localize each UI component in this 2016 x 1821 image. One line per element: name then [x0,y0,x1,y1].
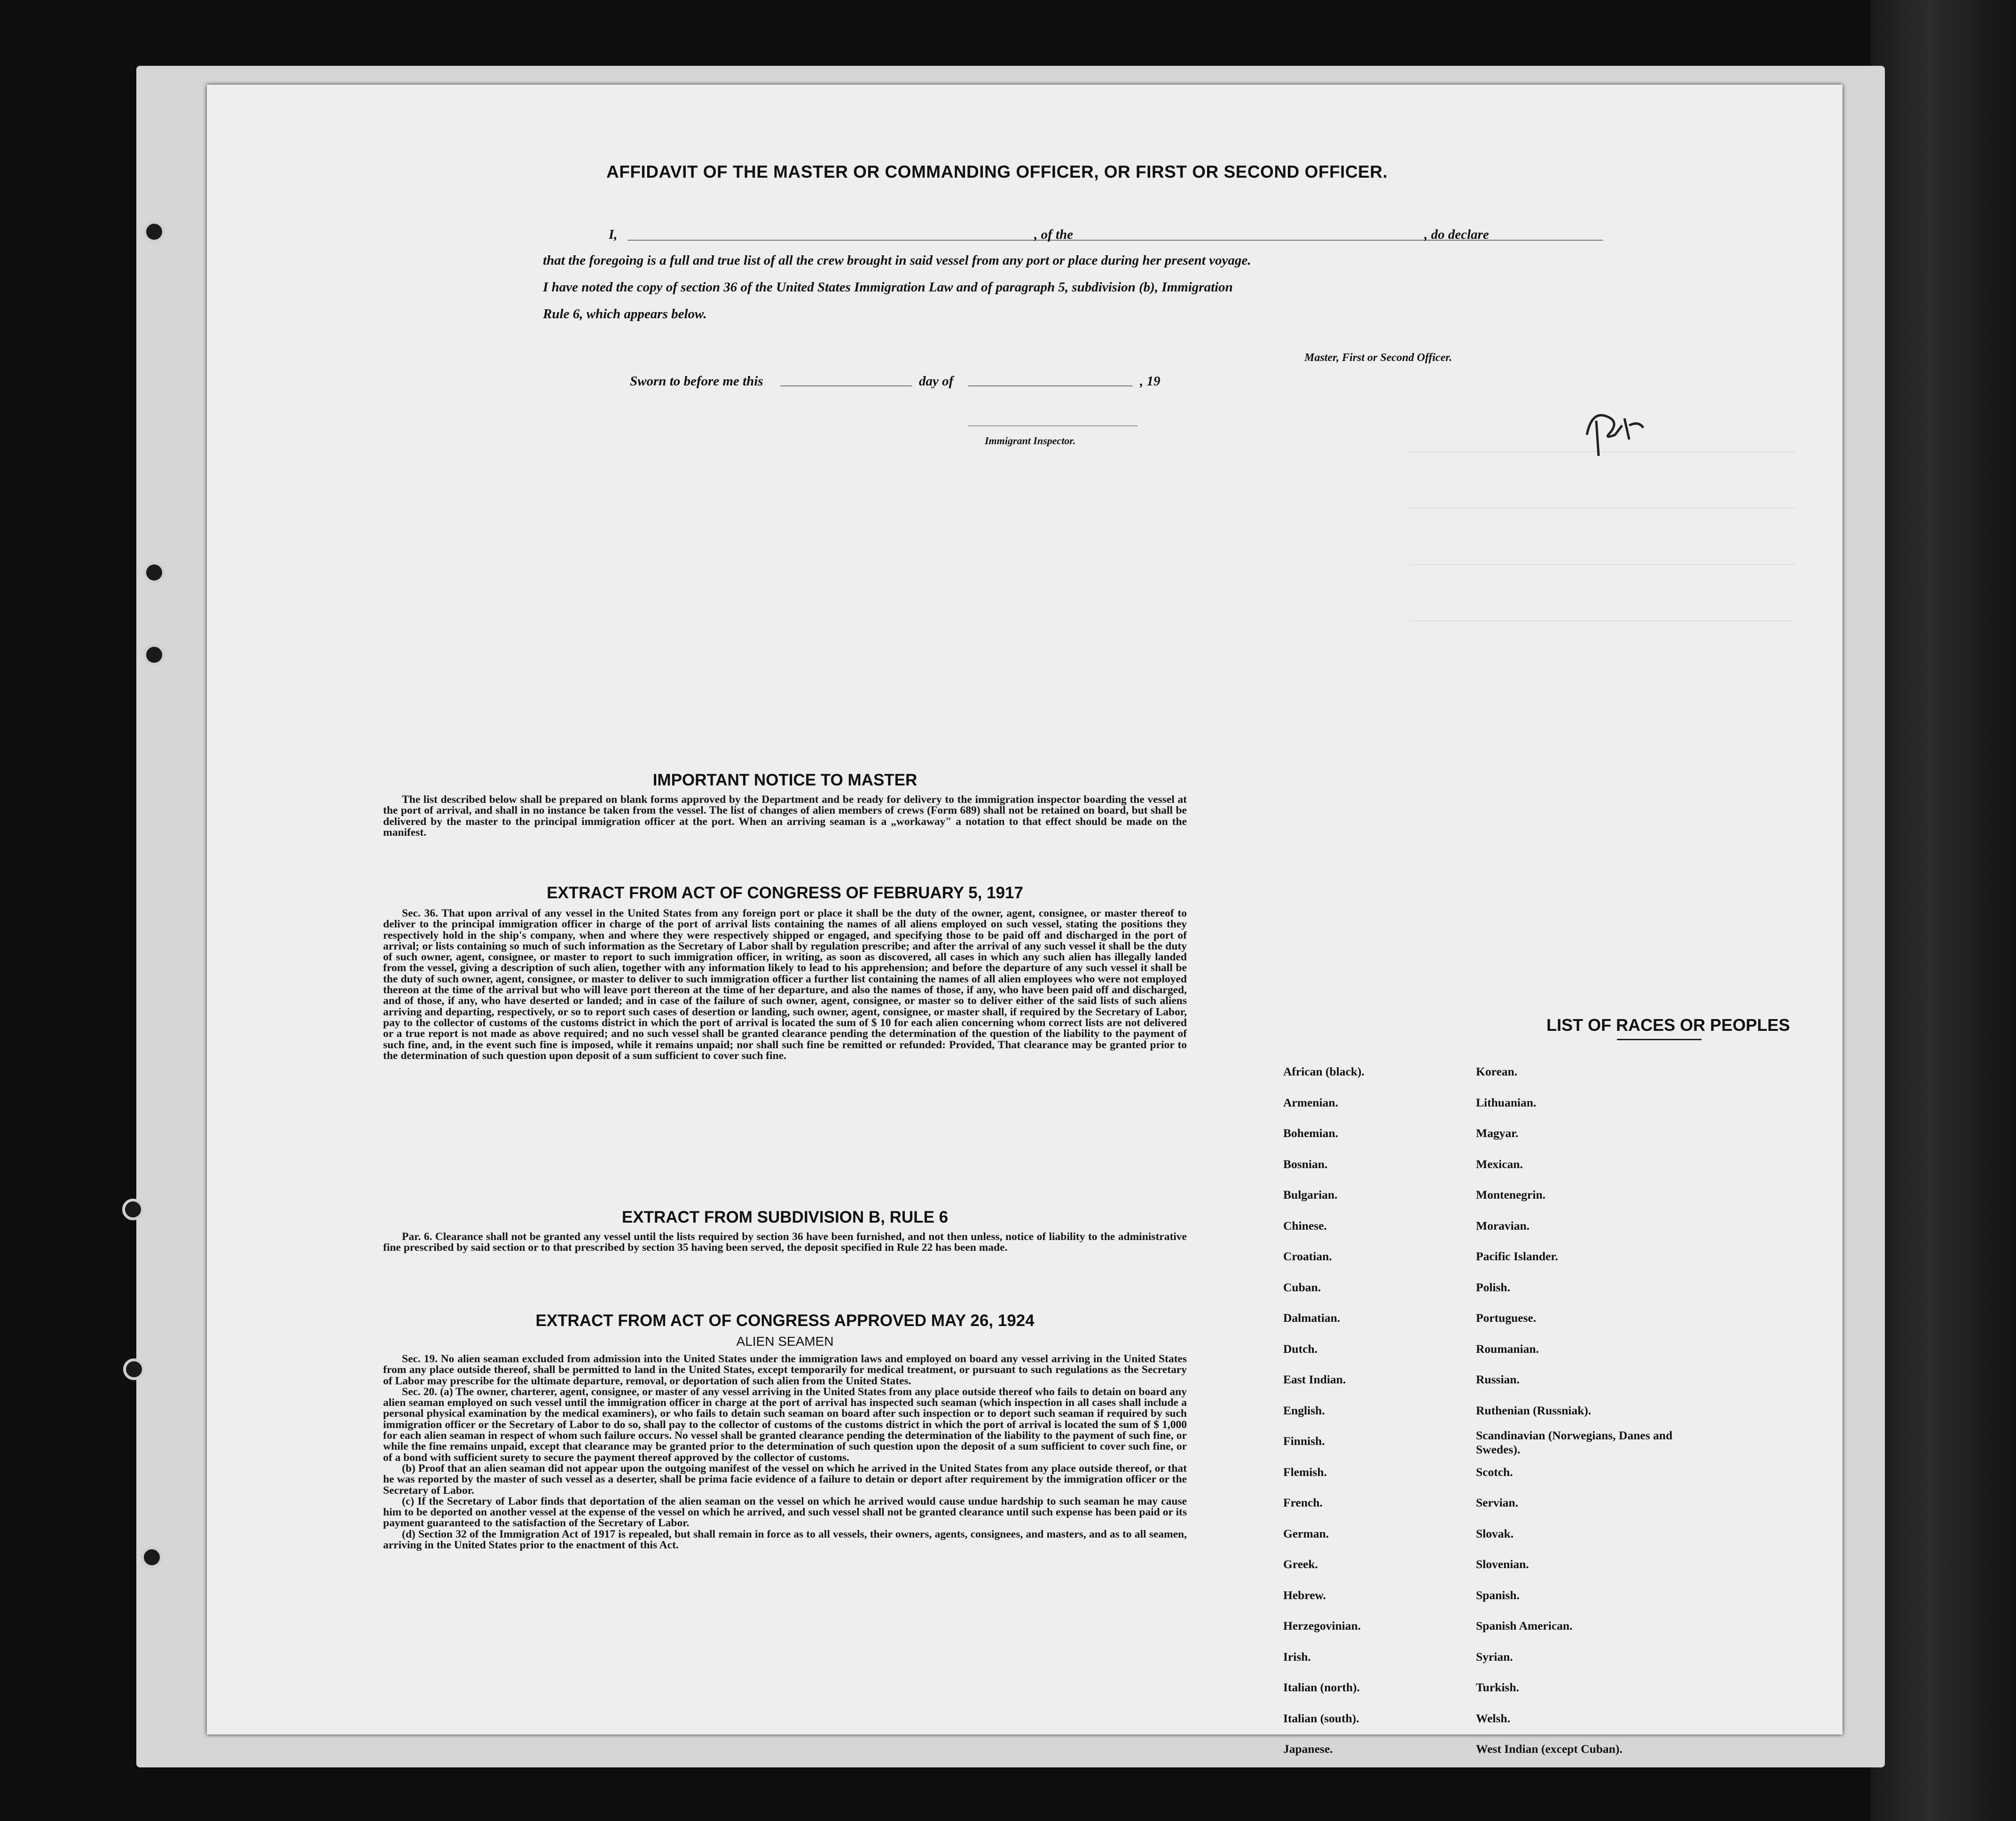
inspector-label: Immigrant Inspector. [985,435,1076,447]
race-entry: African (black). [1283,1065,1365,1078]
race-entry: Ruthenian (Russniak). [1476,1403,1592,1417]
sec36-paragraph: Sec. 36. That upon arrival of any vessel in the United States from any foreign port or place it shall be the duty of the owner, agent, consignee, or master thereof to deliver to the principal immigration officer in charge of the port of arrival lists containing the names of all aliens employed on such vessel, stating the positions they respectively hold in the ship's company, when and where they were respectively shipped or engaged, and specifying those to be paid off and discharged in the port of arrival; or lists containing so much of such information as the Secretary of Labor shall by regulation prescribe; and after the arrival of any such vessel it shall be the duty of such owner, agent, consignee, or master to report to such immigration officer, in writing, as soon as discovered, all cases in which any such alien has illegally landed from the vessel, giving a description of such alien, together with any information likely to lead to his apprehension; and before the departure of any such vessel it shall be the duty of such owner, agent, consignee, or master to deliver to such immigration officer a further list containing the names of all alien employees who were not employed thereon at the time of the arrival but who will leave port thereon at the time of her departure, and also the names of those, if any, who have been paid off and discharged, and of those, if any, who have deserted or landed; and in case of the failure of such owner, agent, consignee, or master so to deliver either of the said lists of such aliens arriving and departing, respectively, or so to report such cases of desertion or landing, such owner, agent, consignee, or master shall, if required by the Secretary of Labor, pay to the collector of customs of the customs district in which the port of arrival is located the sum of $ 10 for each alien concerning whom correct lists are not delivered or a true report is not made as above required; and no such vessel shall be granted clearance pending the determination of the question of the liability to the payment of such fine, and, in the event such fine is imposed, while it remains unpaid; nor shall such fine be remitted or refunded: Provided, That clearance may be granted prior to the determination of such question upon deposit of a sum sufficient to cover such fine. [383,907,1187,1062]
race-entry: Japanese. [1283,1742,1333,1756]
race-entry: Pacific Islander. [1476,1249,1558,1263]
race-entry: Armenian. [1283,1095,1338,1109]
race-entry: Herzegovinian. [1283,1619,1361,1633]
races-title-rule [1617,1039,1702,1040]
binder-hole-icon [123,1358,145,1380]
notice-body [383,794,1187,838]
race-entry: Russian. [1476,1373,1520,1386]
race-entry: Servian. [1476,1496,1518,1509]
race-entry: Hebrew. [1283,1588,1326,1602]
race-entry: Moravian. [1476,1218,1530,1232]
extract-1917-title: EXTRACT FROM ACT OF CONGRESS OF FEBRUARY 5, 1917 [547,884,1023,902]
binder-edge [1871,0,2016,1821]
rule6-title: EXTRACT FROM SUBDIVISION B, RULE 6 [621,1208,949,1226]
manifest-page [207,85,1843,1756]
race-entry: West Indian (except Cuban). [1476,1742,1623,1756]
binder-hole-icon [143,562,165,583]
race-entry: Greek. [1283,1557,1318,1571]
race-entry: Flemish. [1283,1465,1327,1479]
sec20d-paragraph: (d) Section 32 of the Immigration Act of 1917 is repealed, but shall remain in force as to all vessels, their owners, agents, consignees, and masters, and as to all seamen, arriving in the United States prior to the enactment of this Act. [383,1528,1187,1552]
year-label: , 19 [1140,374,1161,389]
sec20b-paragraph: (b) Proof that an alien seaman did not appear upon the outgoing manifest of the vessel on which he arrived in the United States from any place outside thereof, or that he was reported by the master of such vessel as a deserter, shall be prima facie evidence of a failure to detain or deport after requirement by the immigration officer or the Secretary of Labor. [383,1462,1187,1497]
signature-label: Master, First or Second Officer. [1304,352,1452,364]
day-of-label: day of [919,374,954,389]
race-entry: Dalmatian. [1283,1311,1341,1325]
race-entry: Scotch. [1476,1465,1513,1479]
race-entry: Bosnian. [1283,1157,1328,1171]
race-entry: Italian (north). [1283,1680,1360,1694]
race-entry: Portuguese. [1476,1311,1537,1325]
affidavit-i: I, [609,227,618,242]
race-entry: French. [1283,1496,1323,1509]
sec20c-paragraph: (c) If the Secretary of Labor finds that deportation of the alien seaman on the vessel on which he arrived would cause undue hardship to such seaman he may cause him to be deported on another vessel at the expense of the vessel on which he arrived, and such vessel shall not be granted clearance until such expense has been paid or its payment guaranteed to the satisfaction of the Secretary of Labor. [383,1495,1187,1530]
notice-title: IMPORTANT NOTICE TO MASTER [652,771,918,789]
race-entry: Dutch. [1283,1342,1318,1356]
race-entry: Chinese. [1283,1218,1327,1232]
alien-seamen-subtitle: ALIEN SEAMEN [736,1334,834,1349]
sec20a-paragraph: Sec. 20. (a) The owner, charterer, agent, consignee, or master of any vessel arriving in the United States from any place outside thereof who fails to detain on board any alien seaman employed on such vessel until the immigration officer in charge at the port of arrival has inspected such seaman (which inspection in all cases shall include a personal physical examination by the medical examiners), or who fails to detain such seaman on board after such inspection or to deport such seaman if required by such immigration officer or the Secretary of Labor to do so, shall pay to the collector of customs of the customs district in which the port of arrival is located the sum of $ 1,000 for each alien seaman in respect of whom such failure occurs. No vessel shall be granted clearance pending the determination of the liability to the payment of such fine, or while the fine remains unpaid, except that clearance may be granted prior to the determination of such question upon the deposit of a sum sufficient to cover such fine, or of a bond with sufficient surety to secure the payment thereof approved by the collector of customs. [383,1385,1187,1464]
race-entry: Slovak. [1476,1526,1514,1540]
race-entry: Cuban. [1283,1280,1321,1294]
race-entry: Scandinavian (Norwegians, Danes and Swedes). [1476,1429,1672,1456]
affidavit-declare: , do declare [1424,227,1489,242]
race-entry: East Indian. [1283,1373,1346,1386]
binder-hole-icon [143,644,165,666]
binder-hole-icon [122,1199,144,1220]
race-entry: Bulgarian. [1283,1188,1338,1201]
affidavit-line-3: I have noted the copy of section 36 of the United States Immigration Law and of paragraph 5, subdivision (b), Immigration [543,280,1233,295]
sec19-paragraph: Sec. 19. No alien seaman excluded from admission into the United States under the immigration laws and employed on board any vessel arriving in the United States from any place outside thereof, shall be permitted to land in the United States, except temporarily for medical treatment, or pursuant to such regulations as the Secretary of Labor may prescribe for the ultimate departure, removal, or deportation of such alien from the United States. [383,1353,1187,1387]
bleed-through-rule [1410,620,1796,621]
race-entry: English. [1283,1403,1325,1417]
extract-1924-title: EXTRACT FROM ACT OF CONGRESS APPROVED MAY 26, 1924 [535,1311,1035,1330]
race-entry: Spanish. [1476,1588,1520,1602]
race-entry: Mexican. [1476,1157,1523,1171]
signature-initials [1577,407,1653,458]
race-entry: Turkish. [1476,1680,1519,1694]
sworn-day-fill-line [780,385,912,386]
binder-hole-icon [143,221,165,243]
notice-paragraph: The list described below shall be prepared on blank forms approved by the Department and be ready for delivery to the immigration inspector boarding the vessel at the port of arrival, and shall in no instance be taken from the vessel. The list of changes of alien members of crews (Form 689) shall not be retained on board, but shall be delivered by the master to the principal immigration officer at the port. When an arriving seaman is a „workaway" a notation to that effect should be made on the manifest. [383,793,1187,839]
race-entry: Welsh. [1476,1711,1510,1725]
sworn-label: Sworn to before me this [630,374,763,389]
race-entry: Korean. [1476,1065,1518,1078]
affidavit-line-2: that the foregoing is a full and true list of all the crew brought in said vessel from any port or place during her present voyage. [543,253,1251,268]
race-entry: Slovenian. [1476,1557,1529,1571]
rule6-body [383,1232,1187,1254]
race-entry: Croatian. [1283,1249,1332,1263]
bleed-through-rule [1410,508,1796,509]
affidavit-title: AFFIDAVIT OF THE MASTER OR COMMANDING OFFICER, OR FIRST OR SECOND OFFICER. [606,162,1388,181]
race-entry: Montenegrin. [1476,1188,1546,1201]
affidavit-line-4: Rule 6, which appears below. [543,306,707,322]
race-entry: Bohemian. [1283,1126,1338,1140]
race-entry: Roumanian. [1476,1342,1539,1356]
race-entry: Syrian. [1476,1649,1513,1664]
bleed-through-rule [1410,564,1796,565]
races-title: LIST OF RACES OR PEOPLES [1546,1015,1790,1035]
binder-hole-icon [141,1546,163,1568]
race-entry: Spanish American. [1476,1619,1573,1633]
month-fill-line [968,385,1133,386]
race-entry: German. [1283,1526,1329,1540]
rule6-paragraph: Par. 6. Clearance shall not be granted any vessel until the lists required by section 36 have been furnished, and not then unless, notice of liability to the administrative fine prescribed by said section or to that prescribed by section 35 having been served, the deposit specified in Rule 22 has been made. [383,1231,1187,1254]
affidavit-of-the: , of the [1034,227,1073,242]
extract-1917-body [383,908,1187,1061]
race-entry: Finnish. [1283,1434,1325,1448]
extract-1924-body [383,1354,1187,1551]
race-entry: Lithuanian. [1476,1095,1537,1109]
race-entry: Polish. [1476,1280,1510,1294]
inspector-fill-line [968,425,1137,426]
race-entry: Irish. [1283,1649,1311,1664]
vessel-fill-line [1095,240,1603,241]
race-entry: Magyar. [1476,1126,1519,1140]
race-entry: Italian (south). [1283,1711,1359,1725]
